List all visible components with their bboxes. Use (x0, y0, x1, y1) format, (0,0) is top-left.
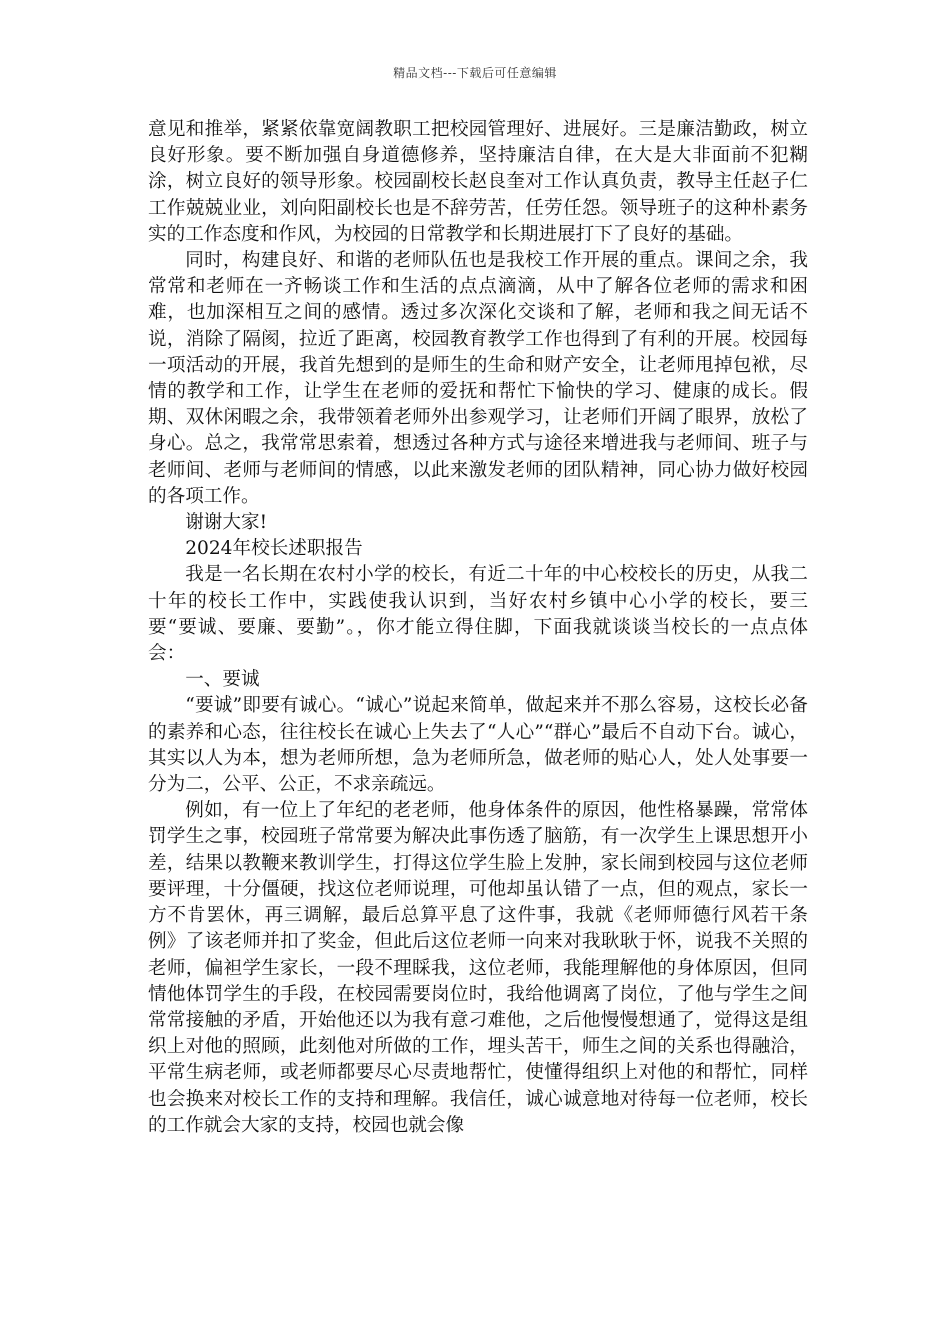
paragraph: 同时，构建良好、和谐的老师队伍也是我校工作开展的重点。课间之余，我常常和老师在一齐畅谈工作和生活的点点滴滴，从中了解各位老师的需求和困难，也加深相互之间的感情。透过多次深化交谈和了解，老师和我之间无话不说，消除了隔阂，拉近了距离，校园教育教学工作也得到了有利的开展。校园每一项活动的开展，我首先想到的是师生的生命和财产安全，让老师甩掉包袱，尽情的教学和工作，让学生在老师的爱抚和帮忙下愉快的学习、健康的成长。假期、双休闲暇之余，我带领着老师外出参观学习，让老师们开阔了眼界，放松了身心。总之，我常常思索着，想透过各种方式与途径来增进我与老师间、班子与老师间、老师与老师间的情感，以此来激发老师的团队精神，同心协力做好校园的各项工作。 (148, 250, 808, 507)
paragraph: 谢谢大家! (185, 512, 268, 534)
page-header: 精品文档---下载后可任意编辑 (393, 66, 557, 80)
document-body (148, 117, 808, 1139)
paragraph: 例如，有一位上了年纪的老老师，他身体条件的原因，他性格暴躁，常常体罚学生之事，校园班子常常要为解决此事伤透了脑筋，有一次学生上课思想开小差，结果以教鞭来教训学生，打得这位学生脸上发肿，家长闹到校园与这位老师要评理，十分僵硬，找这位老师说理，可他却虽认错了一点，但的观点，家长一方不肯罢休，再三调解，最后总算平息了这件事，我就《老师师德行风若干条例》了该老师并扣了奖金，但此后这位老师一向来对我耿耿于怀，说我不关照的老师，偏袒学生家长，一段不理睬我，这位老师，我能理解他的身体原因，但同情他体罚学生的手段，在校园需要岗位时，我给他调离了岗位，了他与学生之间常常接触的矛盾，开始他还以为我有意刁难他，之后他慢慢想通了，觉得这是组织上对他的照顾，此刻他对所做的工作，埋头苦干，师生之间的关系也得融洽，平常生病老师，或老师都要尽心尽责地帮忙，使懂得组织上对他的和帮忙，同样也会换来对校长工作的支持和理解。我信任，诚心诚意地对待每一位老师，校长的工作就会大家的支持，校园也就会像 (148, 800, 808, 1136)
paragraph: “要诚”即要有诚心。“诚心”说起来简单，做起来并不那么容易，这校长必备的素养和心态，往往校长在诚心上失去了“人心”“群心”最后不自动下台。诚心，其实以人为本，想为老师所想，急为老师所急，做老师的贴心人，处人处事要一分为二，公平、公正，不求亲疏远。 (148, 695, 808, 796)
paragraph: 我是一名长期在农村小学的校长，有近二十年的中心校校长的历史，从我二十年的校长工作中，实践使我认识到，当好农村乡镇中心小学的校长，要三要“要诚、要廉、要勤”。，你才能立得住脚，下面我就谈谈当校长的一点点体会： (148, 564, 808, 665)
report-title: 2024年校长述职报告 (185, 538, 363, 560)
section-heading: 一、要诚 (185, 669, 260, 691)
paragraph: 意见和推举，紧紧依靠宽阔教职工把校园管理好、进展好。三是廉洁勤政，树立良好形象。要不断加强自身道德修养，坚持廉洁自律，在大是大非面前不犯糊涂，树立良好的领导形象。校园副校长赵良奎对工作认真负责，教导主任赵子仁工作兢兢业业，刘向阳副校长也是不辞劳苦，任劳任怨。领导班子的这种朴素务实的工作态度和作风，为校园的日常教学和长期进展打下了良好的基础。 (148, 119, 808, 245)
